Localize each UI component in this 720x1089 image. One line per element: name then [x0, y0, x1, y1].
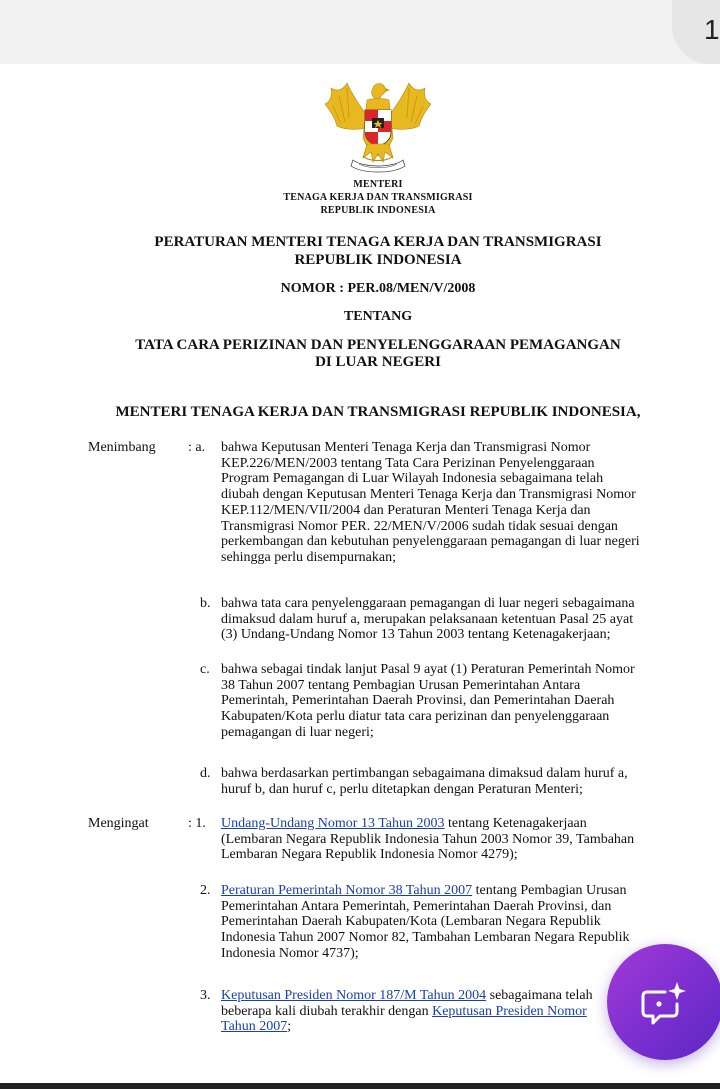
- link-suffix: tentang Ketenagakerjaan: [444, 816, 587, 831]
- mengingat-item-1: [221, 816, 670, 863]
- regulation-title-line-2: REPUBLIK INDONESIA: [294, 252, 462, 268]
- menimbang-marker-d: d.: [200, 766, 211, 781]
- regulation-title-line-1: PERATURAN MENTERI TENAGA KERJA DAN TRANSMIGRASI: [154, 234, 602, 250]
- menimbang-label: Menimbang: [88, 440, 156, 455]
- text-line: KEP.112/MEN/VII/2004 dan Peraturan Menteri Tenaga Kerja dan: [221, 502, 591, 518]
- office-line-2: TENAGA KERJA DAN TRANSMIGRASI: [283, 192, 473, 203]
- text-line: bahwa sebagai tindak lanjut Pasal 9 ayat (1) Peraturan Pemerintah Nomor: [221, 662, 635, 677]
- office-line-1: MENTERI: [353, 179, 403, 190]
- menimbang-item-a: [221, 440, 670, 566]
- text-line: diubah dengan Keputusan Menteri Tenaga Kerja dan Transmigrasi Nomor: [221, 487, 636, 503]
- menimbang-item-c: [221, 662, 670, 741]
- text-line: Kabupaten/Kota perlu diatur tata cara perizinan dan penyelenggaraan: [221, 709, 610, 725]
- bottom-divider: [0, 1083, 720, 1089]
- menimbang-marker-b: b.: [200, 596, 211, 611]
- mengingat-item-3: [221, 988, 670, 1035]
- mengingat-label: Mengingat: [88, 816, 149, 831]
- tentang-heading: TENTANG: [343, 309, 413, 324]
- keppres-2007-link[interactable]: Tahun 2007: [221, 1019, 288, 1035]
- text-line: [221, 988, 670, 1004]
- menimbang-item-d: [221, 766, 670, 797]
- text-line: Pemerintahan Daerah Kabupaten/Kota (Lembaran Negara Republik: [221, 914, 601, 930]
- text-line: perkembangan dan kebutuhan penyelenggaraan pemagangan di luar negeri: [221, 534, 640, 550]
- subject-line-1: TATA CARA PERIZINAN DAN PENYELENGGARAAN PEMAGANGAN: [135, 337, 621, 353]
- text-line: 38 Tahun 2007 tentang Pembagian Urusan Pemerintahan Antara: [221, 677, 581, 693]
- text-line: [221, 883, 670, 899]
- text-line: (Lembaran Negara Republik Indonesia Tahun 2003 Nomor 39, Tambahan: [221, 831, 635, 847]
- ai-assistant-button[interactable]: [607, 944, 720, 1060]
- keppres-187-2004-link[interactable]: Keputusan Presiden Nomor 187/M Tahun 2004: [221, 988, 487, 1003]
- subject-line-2: DI LUAR NEGERI: [315, 354, 441, 370]
- text-line: pemagangan di luar negeri;: [221, 724, 374, 740]
- link-suffix: sebagaimana telah: [486, 988, 593, 1003]
- line-suffix: ;: [287, 1019, 292, 1035]
- garuda-emblem-icon: [323, 78, 433, 178]
- office-line-3: REPUBLIK INDONESIA: [320, 205, 436, 216]
- regulation-number: NOMOR : PER.08/MEN/V/2008: [280, 281, 476, 296]
- viewer-top-bar: [0, 0, 720, 64]
- mengingat-item-2: [221, 883, 670, 962]
- text-line: Indonesia Nomor 4737);: [221, 945, 359, 961]
- text-line: (3) Undang-Undang Nomor 13 Tahun 2003 tentang Ketenagakerjaan;: [221, 627, 611, 643]
- text-line: Pemerintahan Antara Pemerintah, Pemerintahan Daerah Provinsi, dan: [221, 898, 612, 914]
- text-line: Lembaran Negara Republik Indonesia Nomor 4279);: [221, 847, 518, 863]
- text-line: Indonesia Tahun 2007 Nomor 82, Tambahan Lembaran Negara Republik: [221, 930, 630, 946]
- pp-38-2007-link[interactable]: Peraturan Pemerintah Nomor 38 Tahun 2007: [221, 883, 473, 898]
- mengingat-marker-1: : 1.: [188, 816, 206, 831]
- text-line: [221, 1019, 670, 1035]
- keppres-amendment-link[interactable]: Keputusan Presiden Nomor: [432, 1003, 587, 1019]
- menimbang-marker-a: : a.: [188, 440, 206, 455]
- text-line: KEP.226/MEN/2003 tentang Tata Cara Perizinan Penyelenggaraan: [221, 455, 595, 471]
- line-text: beberapa kali diubah terakhir dengan: [221, 1003, 433, 1019]
- text-line: [221, 1004, 670, 1020]
- text-line: dimaksud dalam huruf a, merupakan pelaksanaan ketentuan Pasal 25 ayat: [221, 611, 634, 627]
- text-line: [221, 816, 670, 832]
- link-suffix: tentang Pembagian Urusan: [472, 883, 627, 898]
- page-number: 1: [704, 14, 720, 45]
- text-line: bahwa tata cara penyelenggaraan pemagangan di luar negeri sebagaimana: [221, 596, 635, 611]
- text-line: Program Pemagangan di Luar Wilayah Indonesia sebagaimana telah: [221, 471, 604, 487]
- menimbang-item-b: [221, 596, 670, 643]
- mengingat-marker-2: 2.: [200, 883, 211, 898]
- text-line: Pemerintah, Pemerintahan Daerah Provinsi, dan Pemerintahan Daerah: [221, 693, 615, 709]
- law-13-2003-link[interactable]: Undang-Undang Nomor 13 Tahun 2003: [221, 816, 445, 831]
- text-line: sehingga perlu disempurnakan;: [221, 549, 396, 565]
- issuer-line: MENTERI TENAGA KERJA DAN TRANSMIGRASI REPUBLIK INDONESIA,: [115, 404, 641, 420]
- text-line: huruf b, dan huruf c, perlu ditetapkan dengan Peraturan Menteri;: [221, 781, 583, 797]
- text-line: Transmigrasi Nomor PER. 22/MEN/V/2006 sudah tidak sesuai dengan: [221, 518, 618, 534]
- mengingat-marker-3: 3.: [200, 988, 211, 1003]
- menimbang-marker-c: c.: [200, 662, 210, 677]
- text-line: bahwa berdasarkan pertimbangan sebagaimana dimaksud dalam huruf a,: [221, 766, 628, 781]
- text-line: bahwa Keputusan Menteri Tenaga Kerja dan Transmigrasi Nomor: [221, 440, 591, 455]
- sparkle-chat-icon: [637, 978, 689, 1030]
